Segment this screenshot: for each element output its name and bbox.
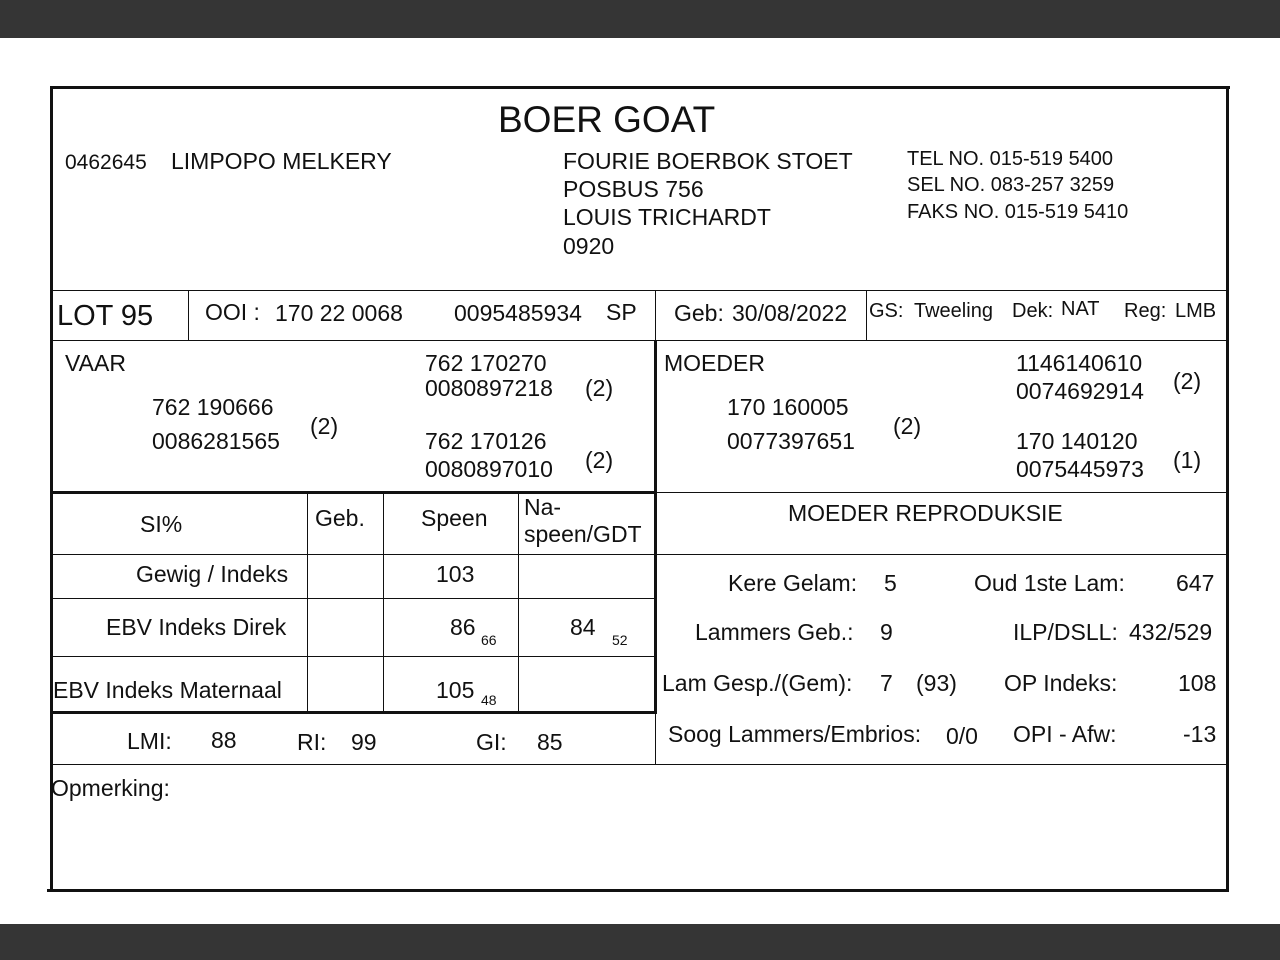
perf-row-label: EBV Indeks Direk bbox=[106, 614, 287, 640]
vaar-sire-id: 762 170270 bbox=[425, 350, 547, 376]
ooi-id: 170 22 0068 bbox=[275, 300, 403, 326]
moeder-count: (2) bbox=[893, 413, 922, 439]
rule-indices-bottom bbox=[52, 764, 1228, 765]
moeder-dam-count: (1) bbox=[1173, 447, 1202, 473]
opi-value: -13 bbox=[1183, 721, 1217, 747]
breeder-address-line2: LOUIS TRICHARDT bbox=[563, 204, 771, 230]
geb-label: Geb: bbox=[674, 300, 724, 326]
vaar-sire-count: (2) bbox=[585, 375, 614, 401]
rule-pedigree-bottom-left bbox=[52, 491, 656, 494]
card-title: BOER GOAT bbox=[498, 99, 716, 140]
kere-label: Kere Gelam: bbox=[728, 570, 858, 596]
op-value: 108 bbox=[1178, 670, 1217, 696]
gs-label: GS: bbox=[869, 300, 904, 322]
rule-lot-divider bbox=[188, 290, 189, 341]
geb-date: 30/08/2022 bbox=[732, 300, 848, 326]
perf-header-speen: Speen bbox=[421, 505, 488, 531]
vaar-id: 762 190666 bbox=[152, 394, 274, 420]
rule-lot-bottom bbox=[52, 340, 1228, 341]
reg-label: Reg: bbox=[1124, 300, 1167, 322]
opi-label: OPI - Afw: bbox=[1013, 721, 1117, 747]
vaar-label: VAAR bbox=[65, 350, 126, 376]
ri-label: RI: bbox=[297, 729, 327, 755]
perf-row-speen: 86 bbox=[450, 614, 476, 640]
gesp-label: Lam Gesp./(Gem): bbox=[662, 670, 853, 696]
breeder-postcode: 0920 bbox=[563, 233, 615, 259]
owner-name: LIMPOPO MELKERY bbox=[171, 148, 392, 174]
ooi-label: OOI : bbox=[205, 299, 260, 325]
gi-value: 85 bbox=[537, 729, 563, 755]
tel-number: TEL NO. 015-519 5400 bbox=[907, 148, 1114, 170]
rule-perf-row1 bbox=[52, 598, 656, 599]
gesp-value: 7 bbox=[880, 670, 893, 696]
breeder-name: FOURIE BOERBOK STOET bbox=[563, 148, 853, 174]
moeder-reg: 0077397651 bbox=[727, 428, 855, 454]
vaar-count: (2) bbox=[310, 413, 339, 439]
ooi-reg-number: 0095485934 bbox=[454, 300, 582, 326]
perf-header-geb: Geb. bbox=[315, 505, 365, 531]
rule-col-speen bbox=[383, 492, 384, 712]
moeder-label: MOEDER bbox=[664, 350, 765, 376]
sel-number: SEL NO. 083-257 3259 bbox=[907, 174, 1115, 196]
vaar-dam-reg: 0080897010 bbox=[425, 456, 553, 482]
ilp-label: ILP/DSLL: bbox=[1013, 619, 1118, 645]
moeder-sire-count: (2) bbox=[1173, 368, 1202, 394]
gi-label: GI: bbox=[476, 729, 507, 755]
rule-center-divider-lower bbox=[655, 714, 656, 765]
perf-row-naspeen: 84 bbox=[570, 614, 596, 640]
vaar-dam-count: (2) bbox=[585, 447, 614, 473]
remarks-label: Opmerking: bbox=[51, 775, 170, 801]
oud-label: Oud 1ste Lam: bbox=[974, 570, 1125, 596]
frame-right bbox=[1226, 86, 1229, 892]
perf-row-speen: 105 bbox=[436, 677, 475, 703]
lammers-label: Lammers Geb.: bbox=[695, 619, 854, 645]
perf-header-naspeen-line2: speen/GDT bbox=[524, 521, 642, 547]
owner-code: 0462645 bbox=[65, 151, 147, 174]
perf-header-naspeen-line1: Na- bbox=[524, 494, 562, 520]
ooi-sp: SP bbox=[606, 299, 637, 325]
dek-label: Dek: bbox=[1012, 300, 1054, 322]
soog-value: 0/0 bbox=[946, 723, 978, 749]
moeder-sire-id: 1146140610 bbox=[1016, 350, 1143, 376]
lammers-value: 9 bbox=[880, 619, 893, 645]
perf-row-label: Gewig / Indeks bbox=[136, 561, 289, 587]
rule-perf-header bbox=[52, 554, 1228, 555]
faks-number: FAKS NO. 015-519 5410 bbox=[907, 201, 1129, 223]
oud-value: 647 bbox=[1176, 570, 1215, 596]
vaar-sire-reg: 0080897218 bbox=[425, 375, 553, 401]
frame-bottom bbox=[47, 889, 1227, 892]
moeder-id: 170 160005 bbox=[727, 394, 849, 420]
reproduction-title: MOEDER REPRODUKSIE bbox=[788, 500, 1063, 526]
rule-col-geb bbox=[307, 492, 308, 712]
frame-left bbox=[50, 86, 53, 892]
perf-row-naspeen-sub: 52 bbox=[612, 632, 628, 648]
rule-geb-divider bbox=[655, 290, 656, 341]
vaar-dam-id: 762 170126 bbox=[425, 428, 547, 454]
gs-value: Tweeling bbox=[914, 300, 993, 322]
perf-row-speen: 103 bbox=[436, 561, 475, 587]
ilp-value: 432/529 bbox=[1129, 619, 1213, 645]
rule-perf-row2 bbox=[52, 656, 656, 657]
lot-number: LOT 95 bbox=[57, 300, 154, 332]
perf-row-speen-sub: 66 bbox=[481, 632, 497, 648]
moeder-dam-reg: 0075445973 bbox=[1016, 456, 1144, 482]
frame-top bbox=[50, 86, 1230, 89]
rule-perf-table-bottom bbox=[52, 711, 656, 714]
soog-label: Soog Lammers/Embrios: bbox=[668, 721, 922, 747]
moeder-sire-reg: 0074692914 bbox=[1016, 378, 1144, 404]
perf-row-label: EBV Indeks Maternaal bbox=[53, 677, 282, 703]
vaar-reg: 0086281565 bbox=[152, 428, 280, 454]
perf-header-si: SI% bbox=[140, 511, 183, 537]
perf-row-speen-sub: 48 bbox=[481, 692, 497, 708]
dek-value: NAT bbox=[1061, 298, 1100, 320]
lmi-value: 88 bbox=[211, 727, 237, 753]
breeder-address-line1: POSBUS 756 bbox=[563, 176, 704, 202]
reg-value: LMB bbox=[1175, 300, 1217, 322]
rule-center-divider bbox=[654, 340, 657, 714]
gesp-gem-value: (93) bbox=[916, 670, 957, 696]
kere-value: 5 bbox=[884, 570, 897, 596]
rule-gs-divider bbox=[866, 290, 867, 341]
moeder-dam-id: 170 140120 bbox=[1016, 428, 1138, 454]
ri-value: 99 bbox=[351, 729, 377, 755]
lmi-label: LMI: bbox=[127, 728, 172, 754]
op-label: OP Indeks: bbox=[1004, 670, 1118, 696]
rule-col-naspeen bbox=[518, 492, 519, 712]
rule-pedigree-bottom-right bbox=[656, 492, 1228, 493]
rule-lot-top bbox=[52, 290, 1228, 291]
